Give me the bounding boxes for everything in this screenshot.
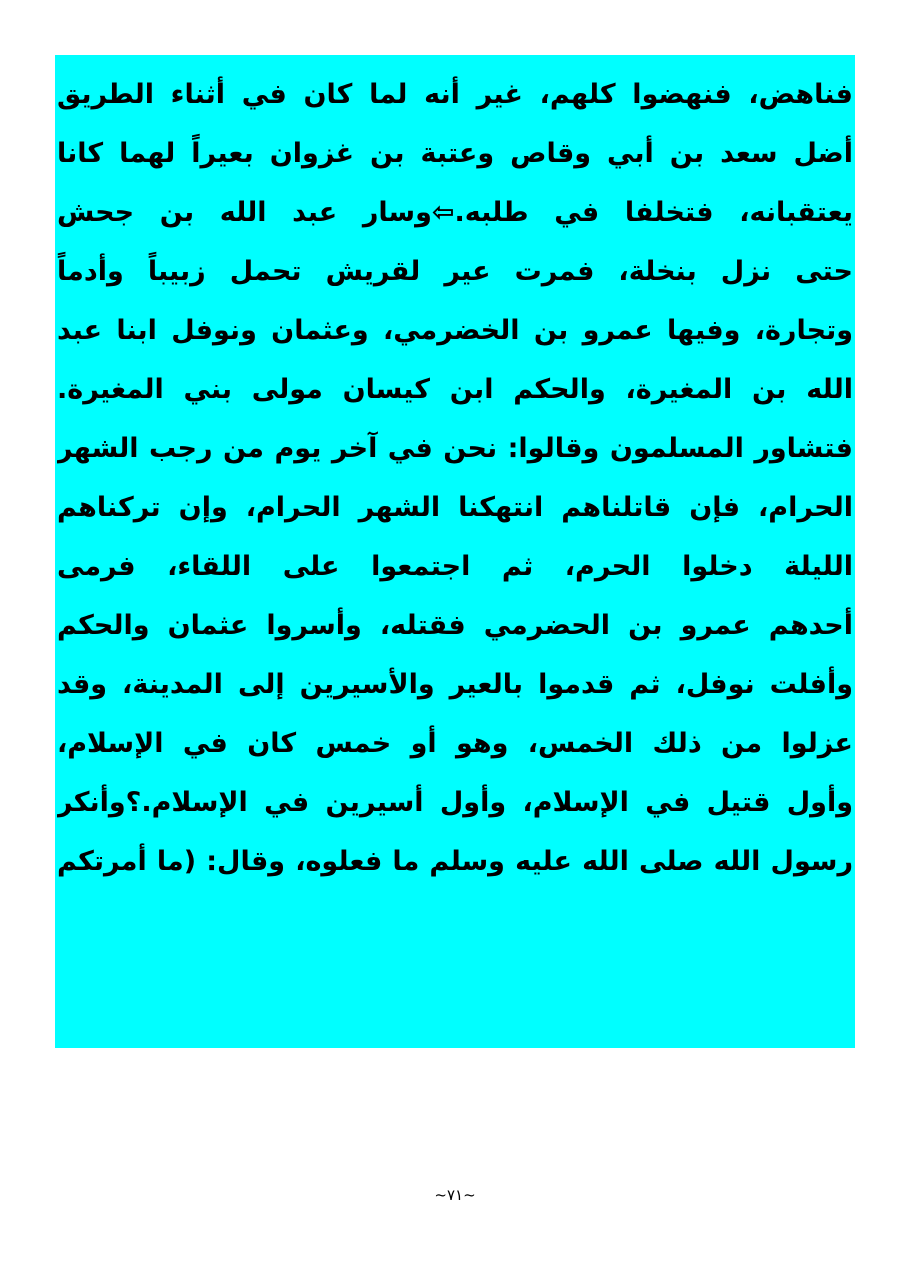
highlighted-text-block: [55, 55, 855, 1048]
text-line: رسول الله صلى الله عليه وسلم ما فعلوه، وقال: (ما أمرتكم: [57, 846, 853, 877]
text-line: الحرام، فإن قاتلناهم انتهكنا الشهر الحرام، وإن تركناهم: [57, 492, 853, 523]
text-line: عزلوا من ذلك الخمس، وهو أو خمس كان في الإسلام،: [57, 728, 853, 759]
text-line: أضل سعد بن أبي وقاص وعتبة بن غزوان بعيراً لهما كانا: [57, 138, 853, 169]
text-line: أحدهم عمرو بن الحضرمي فقتله، وأسروا عثمان والحكم: [57, 610, 853, 641]
text-line: الله بن المغيرة، والحكم ابن كيسان مولى بني المغيرة.: [57, 374, 853, 405]
text-line: الليلة دخلوا الحرم، ثم اجتمعوا على اللقاء، فرمى: [57, 551, 853, 582]
text-line: وأول قتيل في الإسلام، وأول أسيرين في الإسلام.؟وأنكر: [57, 787, 853, 818]
text-line: وأفلت نوفل، ثم قدموا بالعير والأسيرين إلى المدينة، وقد: [57, 669, 853, 700]
page-number: ~٧١~: [434, 1186, 476, 1204]
text-line: فناهض، فنهضوا كلهم، غير أنه لما كان في أثناء الطريق: [57, 79, 853, 110]
text-line: حتى نزل بنخلة، فمرت عير لقريش تحمل زبيباً وأدماً: [57, 256, 853, 287]
text-line: فتشاور المسلمون وقالوا: نحن في آخر يوم من رجب الشهر: [57, 433, 853, 464]
text-line: يعتقبانه، فتخلفا في طلبه.⇦وسار عبد الله بن جحش: [57, 197, 853, 228]
text-line: وتجارة، وفيها عمرو بن الخضرمي، وعثمان ونوفل ابنا عبد: [57, 315, 853, 346]
